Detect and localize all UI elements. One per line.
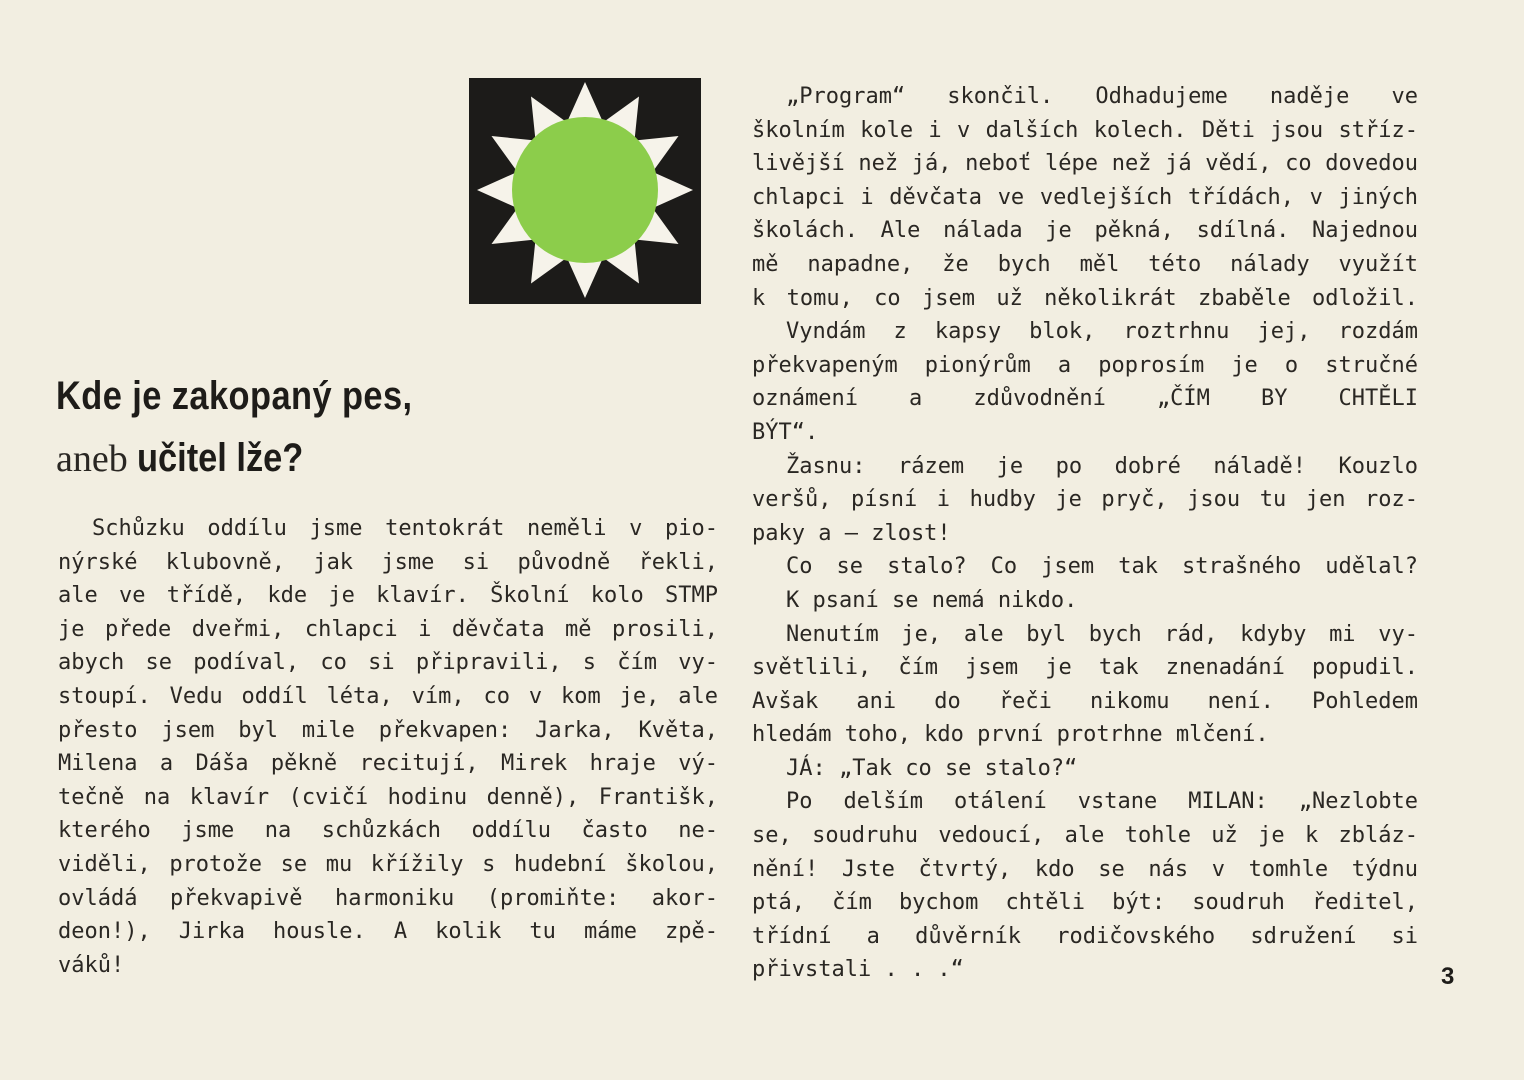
right-text-column [752, 80, 1418, 987]
text-line: K psaní se nemá nikdo. [786, 587, 1078, 613]
title-aneb: aneb [56, 438, 128, 480]
text-line: školním kole i v dalších kolech. Děti jsou stříz- [752, 117, 1418, 143]
text-line: Vyndám z kapsy blok, roztrhnu jej, rozdám [786, 319, 1418, 345]
text-line: k tomu, co jsem už několikrát zbaběle odložil. [752, 285, 1418, 311]
text-line: hledám toho, kdo první protrhne mlčení. [752, 722, 1269, 748]
text-line: Po delším otálení vstane MILAN: „Nezlobte [786, 789, 1418, 815]
text-line: nýrské klubovně, jak jsme si původně řekli, [58, 549, 718, 575]
text-line: BÝT“. [752, 419, 819, 445]
text-line: přesto jsem byl mile překvapen: Jarka, Květa, [58, 717, 718, 743]
text-line: viděli, protože se mu křížily s hudební školou, [58, 851, 718, 877]
sun-disc [512, 117, 658, 263]
text-line: „Program“ skončil. Odhadujeme naděje ve [786, 84, 1418, 109]
text-line: Nenutím je, ale byl bych rád, kdyby mi vy- [786, 621, 1418, 647]
text-line: nění! Jste čtvrtý, kdo se nás v tomhle týdnu [752, 856, 1418, 882]
sun-icon [469, 78, 701, 304]
text-line: JÁ: „Tak co se stalo?“ [786, 755, 1078, 781]
text-line: váků! [58, 952, 125, 978]
text-line: chlapci i děvčata ve vedlejších třídách, v jiných [752, 184, 1418, 210]
text-line: tečně na klavír (cvičí hodinu denně), Františk, [58, 784, 718, 810]
text-line: kterého jsme na schůzkách oddílu často ne- [58, 818, 718, 844]
text-line: světlili, čím jsem je tak znenadání popudil. [752, 655, 1418, 681]
text-line: Avšak ani do řeči nikomu není. Pohledem [752, 688, 1418, 714]
text-line: třídní a důvěrník rodičovského sdružení si [752, 923, 1418, 949]
page-number: 3 [1441, 963, 1455, 990]
left-text-column [58, 512, 718, 982]
text-line: paky a — zlost! [752, 520, 951, 546]
sun-illustration [469, 78, 701, 304]
text-line: se, soudruhu vedoucí, ale tohle už je k zbláz- [752, 823, 1418, 849]
text-line: Žasnu: rázem je po dobré náladě! Kouzlo [786, 453, 1418, 479]
text-line: deon!), Jirka housle. A kolik tu máme zpě- [58, 919, 718, 945]
text-line: Schůzku oddílu jsme tentokrát neměli v pio- [92, 516, 718, 541]
text-line: ale ve třídě, kde je klavír. Školní kolo STMP [58, 583, 718, 609]
text-line: ovládá překvapivě harmoniku (promiňte: akor- [58, 885, 718, 911]
text-line: přivstali . . .“ [752, 957, 964, 983]
text-line: je přede dveřmi, chlapci i děvčata mě prosili, [58, 616, 718, 642]
title-bold: učitel lže? [137, 436, 304, 480]
text-line: oznámení a zdůvodnění „ČÍM BY CHTĚLI [752, 386, 1418, 412]
text-line: stoupí. Vedu oddíl léta, vím, co v kom je, ale [58, 683, 718, 709]
text-line: překvapeným pionýrům a poprosím je o stručné [752, 352, 1418, 378]
text-line: abych se podíval, co si připravili, s čím vy- [58, 650, 718, 676]
article-title [56, 372, 476, 490]
text-line: Milena a Dáša pěkně recitují, Mirek hraje vý- [58, 751, 718, 777]
text-line: veršů, písní i hudby je pryč, jsou tu jen roz- [752, 487, 1418, 513]
text-line: školách. Ale nálada je pěkná, sdílná. Najednou [752, 218, 1418, 244]
text-line: Co se stalo? Co jsem tak strašného udělal? [786, 554, 1418, 580]
title-line-2 [56, 434, 476, 490]
text-line: livější než já, neboť lépe než já vědí, co dovedou [752, 151, 1418, 177]
title-line-1: Kde je zakopaný pes, [56, 374, 413, 418]
text-line: ptá, čím bychom chtěli být: soudruh ředitel, [752, 890, 1418, 916]
text-line: mě napadne, že bych měl této nálady využít [752, 251, 1418, 277]
